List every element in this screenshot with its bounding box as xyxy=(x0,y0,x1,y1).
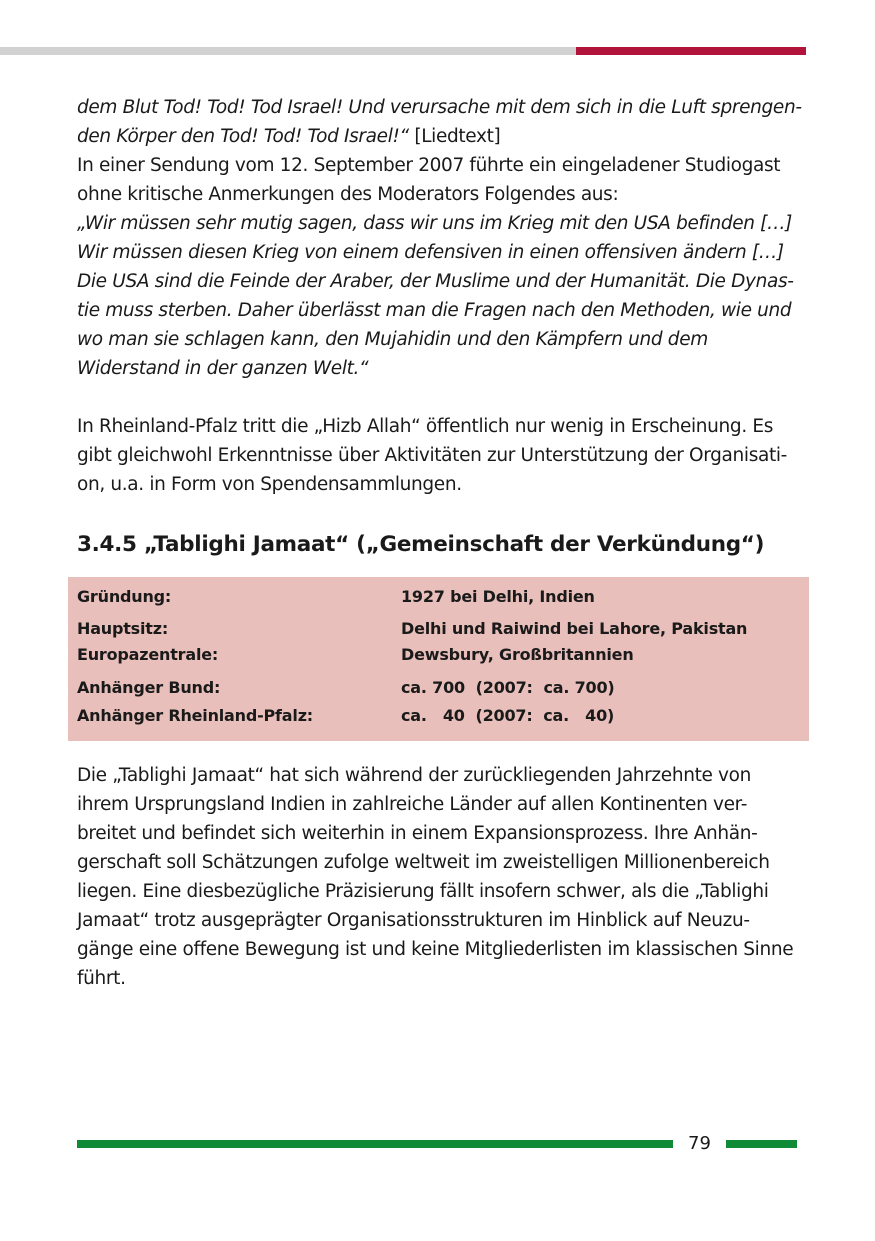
quote-studio-guest xyxy=(77,209,802,383)
paragraph-rheinland-pfalz: In Rheinland-Pfalz tritt die „Hizb Allah“ öffentlich nur wenig in Erscheinung. Es gibt gleichwohl Erkenntnisse über Aktivitäten zur Unterstützung der Organisati-on, u.a. in Form von Spendensammlungen. xyxy=(77,416,787,495)
fact-value: ca. 40 (2007: ca. 40) xyxy=(401,706,615,725)
fact-label: Anhänger Bund: xyxy=(77,678,221,697)
paragraph-broadcast: In einer Sendung vom 12. September 2007 führte ein eingeladener Studiogast ohne kritische Anmerkungen des Moderators Folgendes aus: xyxy=(77,155,781,205)
section-heading: 3.4.5 „Tablighi Jamaat“ („Gemeinschaft der Verkündung“) xyxy=(77,532,765,557)
paragraph-tablighi-jamaat: Die „Tablighi Jamaat“ hat sich während der zurückliegenden Jahrzehnte von ihrem Ursprungsland Indien in zahlreiche Länder auf allen Kontinenten ver-breitet und befindet sich weiterhin in einem Expansionsprozess. Ihre Anhän-gerschaft soll Schätzungen zufolge weltweit im zweistelligen Millionenbereich liegen. Eine diesbezügliche Präzisierung fällt insofern schwer, als die „Tablighi Jamaat“ trotz ausgeprägter Organisationsstrukturen im Hinblick auf Neuzu-gänge eine offene Bewegung ist und keine Mitgliederlisten im klassischen Sinne führt. xyxy=(77,765,794,989)
fact-value: 1927 bei Delhi, Indien xyxy=(401,587,595,606)
fact-value: Dewsbury, Großbritannien xyxy=(401,645,634,664)
bottom-bar-left xyxy=(77,1140,673,1148)
quote-studio-guest-italic: „Wir müssen sehr mutig sagen, dass wir uns im Krieg mit den USA befinden […] Wir müssen diesen Krieg von einem defensiven in einen offensiven ändern […] Die USA sind die Feinde der Araber, der Muslime und der Humanität. Die Dynas-tie muss sterben. Daher überlässt man die Fragen nach den Methoden, wie und wo man sie schlagen kann, den Mujahidin und den Kämpfern und dem Widerstand in der ganzen Welt.“ xyxy=(77,213,794,379)
quote-song-lyrics-italic: dem Blut Tod! Tod! Tod Israel! Und verursache mit dem sich in die Luft sprengen-den Körper den Tod! Tod! Tod Israel!“ xyxy=(77,97,802,147)
page-number: 79 xyxy=(688,1133,711,1154)
bottom-bar-right xyxy=(726,1140,797,1148)
fact-label: Gründung: xyxy=(77,587,172,606)
fact-value: Delhi und Raiwind bei Lahore, Pakistan xyxy=(401,619,748,638)
quote-song-lyrics-source: [Liedtext] xyxy=(408,126,501,147)
fact-label: Anhänger Rheinland-Pfalz: xyxy=(77,706,314,725)
fact-label: Europazentrale: xyxy=(77,645,219,664)
top-bar-red xyxy=(576,47,806,55)
paragraph-gap xyxy=(77,383,802,412)
quote-song-lyrics xyxy=(77,93,802,151)
top-bar-grey xyxy=(0,47,576,55)
intro-text xyxy=(77,93,802,499)
facts-box xyxy=(68,577,809,741)
fact-label: Hauptsitz: xyxy=(77,619,169,638)
fact-value: ca. 700 (2007: ca. 700) xyxy=(401,678,615,697)
